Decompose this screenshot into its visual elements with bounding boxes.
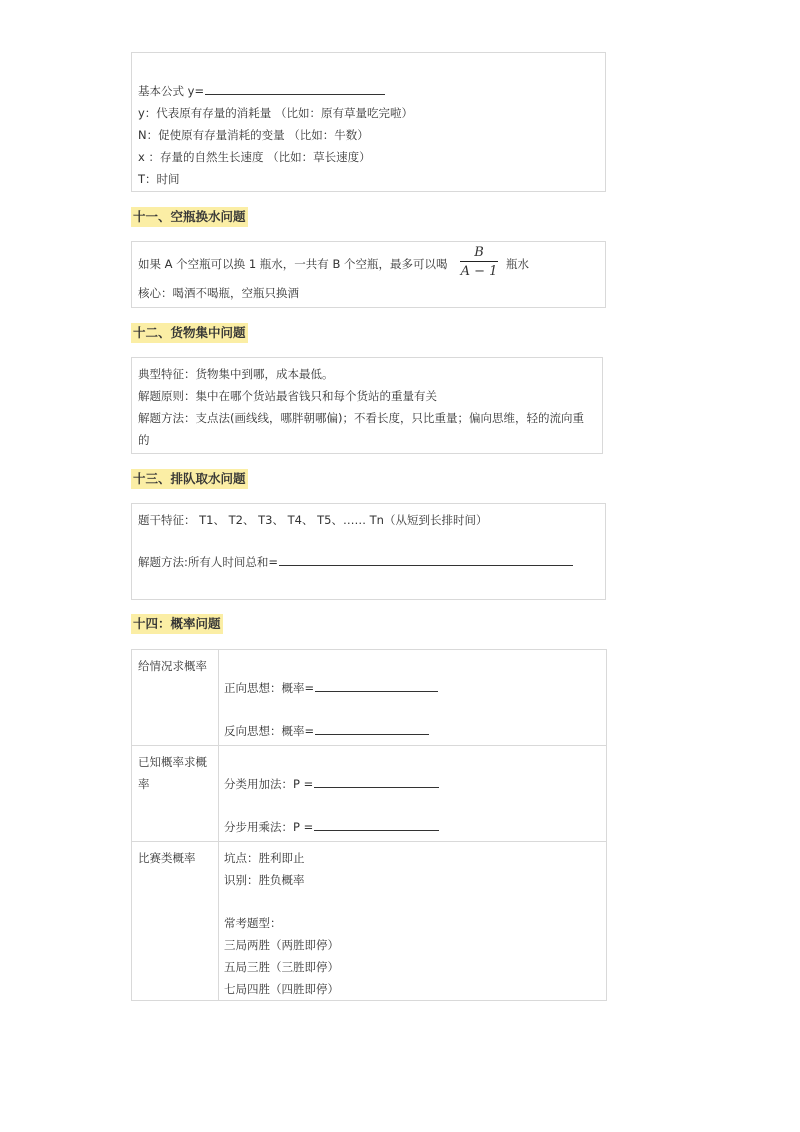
table-row (132, 746, 607, 842)
addition-rule (224, 776, 439, 792)
row-label: 给情况求概率 (138, 659, 207, 673)
reverse-thinking-label: 反向思想：概率= (224, 724, 315, 738)
pitfall: 坑点：胜利即止 (224, 851, 305, 865)
addition-rule-label: 分类用加法：P = (224, 777, 314, 791)
queue-box (131, 503, 606, 600)
reverse-thinking (224, 723, 429, 739)
row-label-cell (132, 842, 219, 1001)
row-label-cell (132, 650, 219, 746)
forward-thinking-label: 正向思想：概率= (224, 681, 315, 695)
bottle-box (131, 241, 606, 308)
queue-method-label: 解题方法:所有人时间总和= (138, 555, 279, 569)
cargo-method-cont: 的 (138, 433, 150, 447)
bottle-rule-suffix: 瓶水 (506, 257, 529, 271)
section-heading-12: 十二、货物集中问题 (131, 323, 248, 343)
bottle-fraction (460, 245, 498, 279)
multiplication-rule (224, 819, 439, 835)
cargo-box (131, 357, 603, 454)
reverse-blank (315, 733, 429, 735)
fraction-bar (460, 261, 498, 262)
row-content-cell (219, 650, 607, 746)
formula-label: 基本公式 y= (138, 84, 205, 98)
queue-method (138, 554, 573, 570)
bottle-core: 核心：喝酒不喝瓶，空瓶只换酒 (138, 286, 299, 300)
addition-blank (314, 786, 439, 788)
section-heading-11: 十一、空瓶换水问题 (131, 207, 248, 227)
forward-blank (315, 690, 438, 692)
row-content-cell (219, 842, 607, 1001)
identify: 识别：胜负概率 (224, 873, 305, 887)
fraction-denominator: A − 1 (460, 264, 498, 279)
table-row (132, 842, 607, 1001)
cargo-feature: 典型特征：货物集中到哪，成本最低。 (138, 367, 334, 381)
forward-thinking (224, 680, 438, 696)
cargo-principle: 解题原则：集中在哪个货站最省钱只和每个货站的重量有关 (138, 389, 437, 403)
table-row (132, 650, 607, 746)
section-heading-13: 十三、排队取水问题 (131, 469, 248, 489)
cargo-method: 解题方法：支点法(画线线，哪胖朝哪偏)；不看长度，只比重量；偏向思维，轻的流向重 (138, 411, 584, 425)
row-label-cell (132, 746, 219, 842)
formula-box (131, 52, 606, 192)
row-label: 比赛类概率 (138, 851, 196, 865)
definition-x: x ：存量的自然生长速度 （比如：草长速度） (138, 150, 371, 164)
bottle-rule-prefix: 如果 A 个空瓶可以换 1 瓶水，一共有 B 个空瓶，最多可以喝 (138, 257, 448, 271)
queue-feature: 题干特征： T1、 T2、 T3、 T4、 T5、…… Tn（从短到长排时间） (138, 513, 488, 527)
multiplication-blank (314, 829, 439, 831)
fraction-numerator: B (474, 245, 484, 260)
queue-blank (279, 564, 573, 566)
best-of-three: 三局两胜（两胜即停） (224, 938, 339, 952)
best-of-five: 五局三胜（三胜即停） (224, 960, 339, 974)
multiplication-rule-label: 分步用乘法：P = (224, 820, 314, 834)
best-of-seven: 七局四胜（四胜即停） (224, 982, 339, 996)
definition-n: N：促使原有存量消耗的变量 （比如：牛数） (138, 128, 369, 142)
section-heading-14: 十四：概率问题 (131, 614, 223, 634)
row-label-cont: 率 (138, 777, 150, 791)
common-types: 常考题型： (224, 916, 282, 930)
formula-blank (205, 93, 385, 95)
row-label: 已知概率求概 (138, 755, 207, 769)
formula-line (138, 83, 385, 99)
definition-y: y：代表原有存量的消耗量 （比如：原有草量吃完啦） (138, 106, 413, 120)
probability-table (131, 649, 607, 1001)
row-content-cell (219, 746, 607, 842)
definition-t: T：时间 (138, 172, 180, 186)
